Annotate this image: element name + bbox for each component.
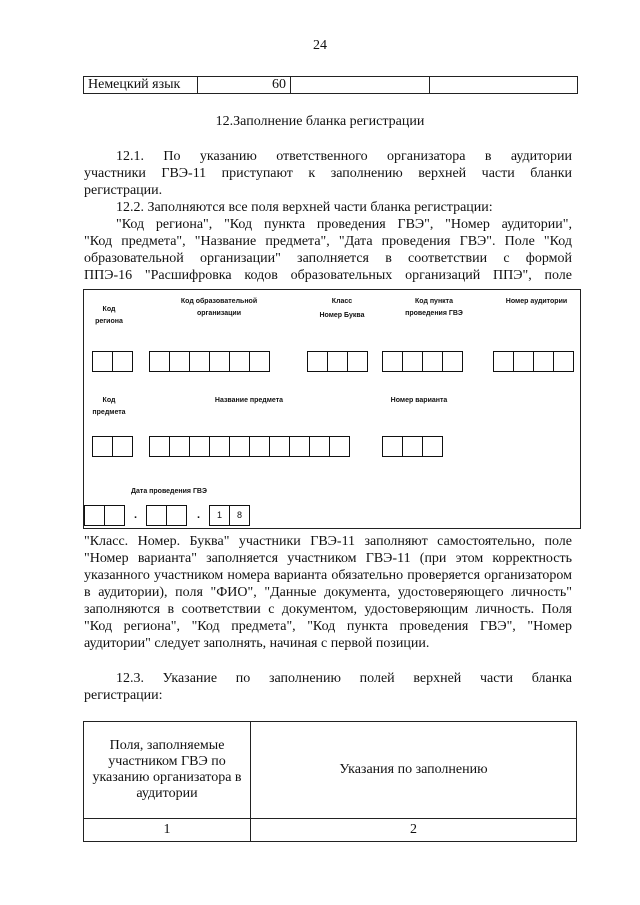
paragraph-line: "Код предмета", "Название предмета", "Дата проведения ГВЭ". Поле "Код <box>84 234 572 249</box>
paragraph-4: "Класс. Номер. Буква" участники ГВЭ-11 заполняют самостоятельно, поле "Номер варианта" заполняется участником ГВЭ-11 (при этом корректность указанного участником номера варианта обязательно проверяется организатором в аудитории), поля "ФИО", "Данные документа, удостоверяющего личность" заполняются в соответствии с документом, удостоверяющим личность. Поля "Код региона", "Код предмета", "Код пункта проведения ГВЭ", "Номер аудитории" следует заполнять, начиная с первой позиции. <box>84 534 572 651</box>
paragraph-line: 12.2. Заполняются все поля верхней части бланка регистрации: <box>116 200 493 215</box>
klass-label: Класс Номер Буква <box>319 298 365 319</box>
date-day-cells[interactable] <box>84 505 124 526</box>
paragraph-line: регистрации. <box>84 183 163 198</box>
registration-form-image <box>83 289 581 529</box>
kod-punkta-cells[interactable] <box>382 351 462 372</box>
num-col2: 2 <box>251 819 577 842</box>
nomer-varianta-cells[interactable] <box>382 436 442 457</box>
num-col1: 1 <box>84 819 251 842</box>
data-provedeniya-label: Дата проведения ГВЭ <box>131 488 207 495</box>
page-number: 24 <box>313 38 327 53</box>
paragraph-line: "Код региона", "Код пункта проведения ГВЭ", "Номер аудитории", <box>116 217 572 232</box>
kod-punkta-label: Код пункта проведения ГВЭ <box>405 298 463 317</box>
nomer-auditorii-label: Номер аудитории <box>505 298 568 305</box>
kod-predmeta-cells[interactable] <box>92 436 132 457</box>
kod-oo-cells[interactable] <box>149 351 269 372</box>
score-cell: 60 <box>198 77 291 94</box>
paragraph-line: 12.3. Указание по заполнению полей верхней части бланка <box>116 671 572 686</box>
paragraph-line: регистрации: <box>84 688 163 703</box>
kod-oo-label: Код образовательной организации <box>180 298 258 317</box>
kod-predmeta-label: Код предмета <box>92 397 126 416</box>
nomer-auditorii-cells[interactable] <box>493 351 573 372</box>
date-month-cells[interactable] <box>146 505 186 526</box>
section-title: 12.Заполнение бланка регистрации <box>215 114 425 129</box>
date-year-cells[interactable]: 1 8 <box>209 505 249 526</box>
paragraph-line: участники ГВЭ-11 приступают к заполнению верхней части бланки <box>84 166 572 181</box>
paragraph-line: 12.1. По указанию ответственного организатора в аудитории <box>116 149 572 164</box>
date-dot: . <box>134 509 138 521</box>
instructions-table <box>83 721 577 842</box>
empty-cell <box>430 77 578 94</box>
header-col1: Поля, заполняемые участником ГВЭ по указанию организатора в аудитории <box>84 722 251 819</box>
date-dot: . <box>197 509 201 521</box>
paragraph-line: ППЭ-16 "Расшифровка кодов образовательных организаций ППЭ", поле <box>84 268 572 283</box>
top-table <box>83 76 578 94</box>
subject-cell: Немецкий язык <box>84 77 198 94</box>
nomer-varianta-label: Номер варианта <box>390 397 448 404</box>
kod-regiona-label: Код региона <box>95 306 123 325</box>
nazvanie-predmeta-label: Название предмета <box>214 397 284 404</box>
kod-regiona-cells[interactable] <box>92 351 132 372</box>
nazvanie-predmeta-cells[interactable] <box>149 436 349 457</box>
header-col2: Указания по заполнению <box>251 722 577 819</box>
klass-cells[interactable] <box>307 351 367 372</box>
paragraph-line: образовательной организации" заполняется в соответствии с формой <box>84 251 572 266</box>
empty-cell <box>291 77 430 94</box>
